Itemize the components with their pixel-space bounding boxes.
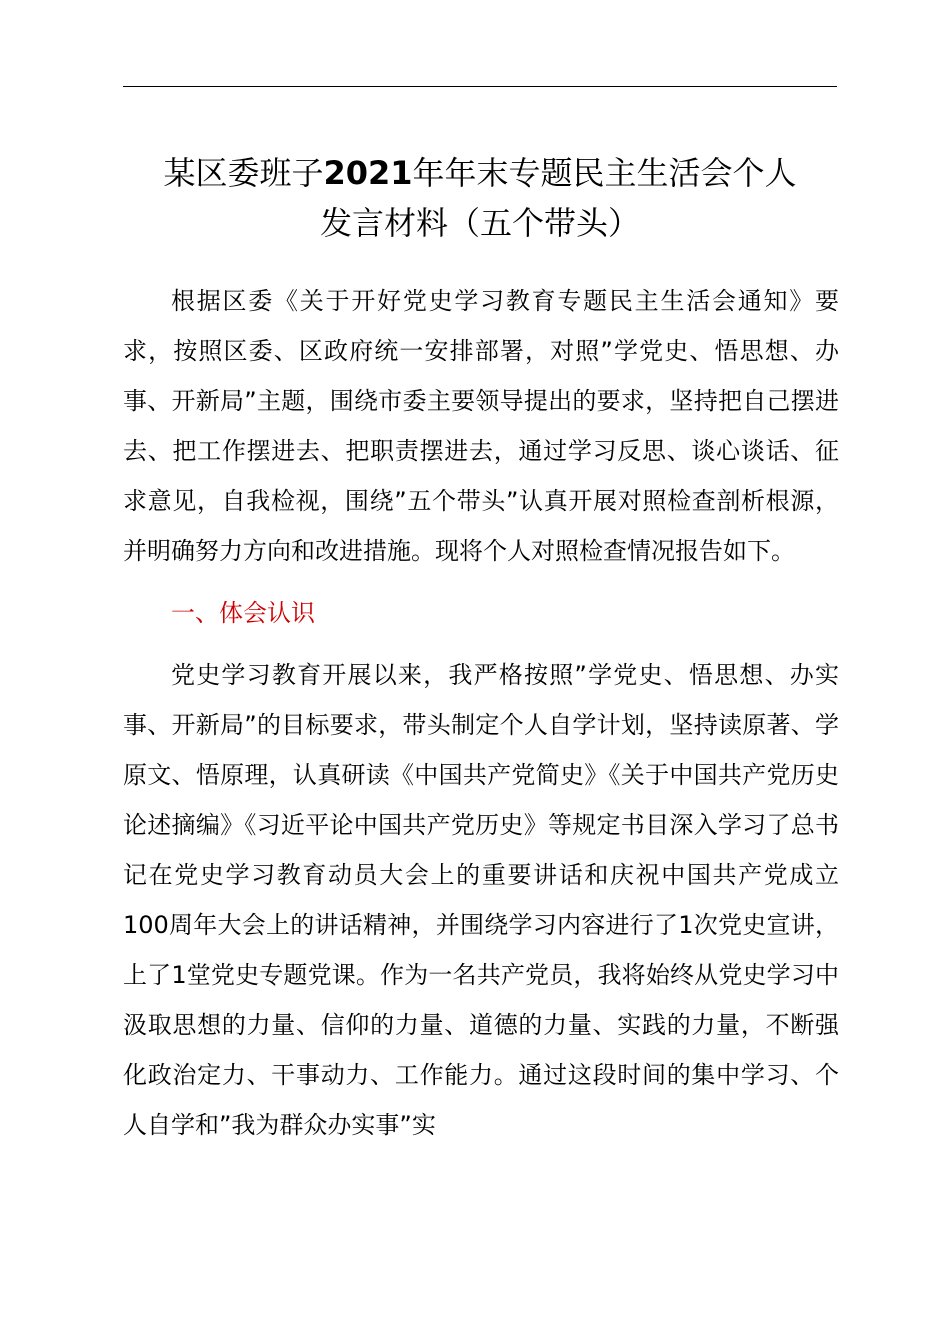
document-body (123, 276, 839, 1150)
title-line2: 发言材料（五个带头） (319, 204, 640, 242)
section-heading: 一、体会认识 (171, 599, 315, 627)
title-part1: 某区委班子 (163, 154, 324, 192)
intro-paragraph: 根据区委《关于开好党史学习教育专题民主生活会通知》要求，按照区委、区政府统一安排部署，对照”学党史、悟思想、办事、开新局”主题，围绕市委主要领导提出的要求，坚持把自己摆进去、把工作摆进去、把职责摆进去，通过学习反思、谈心谈话、征求意见，自我检视，围绕”五个带头”认真开展对照检查剖析根源，并明确努力方向和改进措施。现将个人对照检查情况报告如下。 (123, 287, 839, 565)
title-year: 2021 (323, 154, 413, 192)
document-title (123, 148, 837, 248)
header-rule (123, 86, 837, 87)
section-paragraph: 党史学习教育开展以来，我严格按照”学党史、悟思想、办实事、开新局”的目标要求，带头制定个人自学计划，坚持读原著、学原文、悟原理，认真研读《中国共产党简史》《关于中国共产党历史论述摘编》《习近平论中国共产党历史》等规定书目深入学习了总书记在党史学习教育动员大会上的重要讲话和庆祝中国共产党成立100周年大会上的讲话精神，并围绕学习内容进行了1次党史宣讲，上了1堂党史专题党课。作为一名共产党员，我将始终从党史学习中汲取思想的力量、信仰的力量、道德的力量、实践的力量，不断强化政治定力、干事动力、工作能力。通过这段时间的集中学习、个人自学和”我为群众办实事”实 (123, 661, 839, 1139)
title-part2: 年年末专题民主生活会个人 (412, 154, 797, 192)
